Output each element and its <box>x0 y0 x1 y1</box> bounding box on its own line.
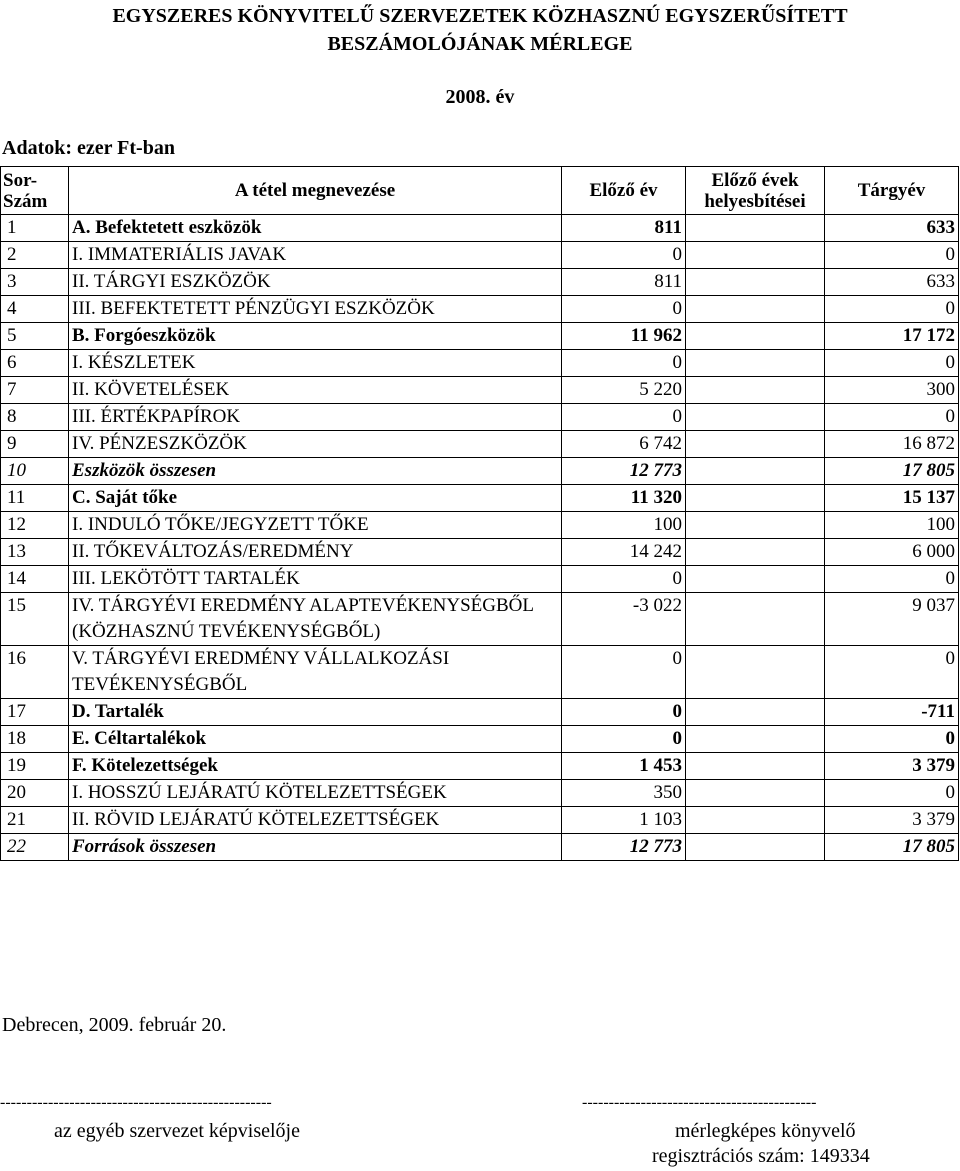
row-number: 6 <box>1 350 69 377</box>
row-current-year: 17 805 <box>825 458 959 485</box>
row-prev-year: 0 <box>562 646 686 699</box>
table-row <box>1 512 959 539</box>
row-name: II. TÁRGYI ESZKÖZÖK <box>69 269 562 296</box>
row-number: 8 <box>1 404 69 431</box>
row-name: II. RÖVID LEJÁRATÚ KÖTELEZETTSÉGEK <box>69 807 562 834</box>
row-corrections <box>686 215 825 242</box>
row-prev-year: 12 773 <box>562 834 686 861</box>
right-signature-caption: mérlegképes könyvelő <box>675 1120 856 1142</box>
row-corrections <box>686 753 825 780</box>
table-row <box>1 458 959 485</box>
document-title <box>0 2 960 58</box>
row-name: IV. TÁRGYÉVI EREDMÉNY ALAPTEVÉKENYSÉGBŐL (KÖZHASZNÚ TEVÉKENYSÉGBŐL) <box>69 593 562 646</box>
row-number: 22 <box>1 834 69 861</box>
row-number: 5 <box>1 323 69 350</box>
report-year: 2008. év <box>445 86 515 108</box>
header-curr: Tárgyév <box>825 167 959 215</box>
title-line-2: BESZÁMOLÓJÁNAK MÉRLEGE <box>327 33 633 55</box>
row-name: F. Kötelezettségek <box>69 753 562 780</box>
row-corrections <box>686 323 825 350</box>
header-name: A tétel megnevezése <box>69 167 562 215</box>
row-current-year: 3 379 <box>825 753 959 780</box>
row-name: III. ÉRTÉKPAPÍROK <box>69 404 562 431</box>
row-name: A. Befektetett eszközök <box>69 215 562 242</box>
row-name: D. Tartalék <box>69 699 562 726</box>
row-number: 10 <box>1 458 69 485</box>
row-corrections <box>686 485 825 512</box>
row-number: 2 <box>1 242 69 269</box>
row-number: 4 <box>1 296 69 323</box>
table-row <box>1 780 959 807</box>
registration-number: regisztrációs szám: 149334 <box>652 1145 870 1167</box>
row-number: 12 <box>1 512 69 539</box>
row-corrections <box>686 431 825 458</box>
row-current-year: 15 137 <box>825 485 959 512</box>
row-corrections <box>686 780 825 807</box>
row-prev-year: 350 <box>562 780 686 807</box>
row-name: I. HOSSZÚ LEJÁRATÚ KÖTELEZETTSÉGEK <box>69 780 562 807</box>
row-prev-year: 0 <box>562 350 686 377</box>
row-current-year: 633 <box>825 269 959 296</box>
row-prev-year: 11 962 <box>562 323 686 350</box>
table-row <box>1 646 959 699</box>
row-corrections <box>686 566 825 593</box>
row-name: Eszközök összesen <box>69 458 562 485</box>
units-note: Adatok: ezer Ft-ban <box>2 137 175 159</box>
row-number: 3 <box>1 269 69 296</box>
table-row <box>1 404 959 431</box>
row-current-year: 6 000 <box>825 539 959 566</box>
row-current-year: 0 <box>825 726 959 753</box>
row-name: I. INDULÓ TŐKE/JEGYZETT TŐKE <box>69 512 562 539</box>
row-name: IV. PÉNZESZKÖZÖK <box>69 431 562 458</box>
row-current-year: 100 <box>825 512 959 539</box>
row-current-year: 0 <box>825 646 959 699</box>
row-corrections <box>686 539 825 566</box>
row-current-year: 633 <box>825 215 959 242</box>
row-name: I. IMMATERIÁLIS JAVAK <box>69 242 562 269</box>
table-row <box>1 377 959 404</box>
table-row <box>1 834 959 861</box>
row-corrections <box>686 807 825 834</box>
row-prev-year: 0 <box>562 404 686 431</box>
table-row <box>1 296 959 323</box>
row-corrections <box>686 512 825 539</box>
row-prev-year: 100 <box>562 512 686 539</box>
row-prev-year: 811 <box>562 215 686 242</box>
header-corr: Előző évek helyesbítései <box>686 167 825 215</box>
balance-sheet-table <box>0 166 959 861</box>
table-row <box>1 726 959 753</box>
row-number: 13 <box>1 539 69 566</box>
row-name: I. KÉSZLETEK <box>69 350 562 377</box>
row-current-year: 0 <box>825 242 959 269</box>
row-number: 15 <box>1 593 69 646</box>
row-corrections <box>686 377 825 404</box>
table-row <box>1 539 959 566</box>
header-sor-line1: Sor- <box>3 169 38 191</box>
row-corrections <box>686 726 825 753</box>
row-corrections <box>686 593 825 646</box>
left-signature-line: --------------------------------------------------- <box>0 1094 272 1111</box>
table-row <box>1 350 959 377</box>
header-prev: Előző év <box>562 167 686 215</box>
table-row <box>1 431 959 458</box>
row-corrections <box>686 646 825 699</box>
row-corrections <box>686 458 825 485</box>
row-current-year: 0 <box>825 350 959 377</box>
row-corrections <box>686 269 825 296</box>
header-sor <box>1 167 69 215</box>
row-name: E. Céltartalékok <box>69 726 562 753</box>
row-prev-year: 0 <box>562 699 686 726</box>
row-corrections <box>686 404 825 431</box>
left-signature-caption: az egyéb szervezet képviselője <box>54 1120 300 1142</box>
table-row <box>1 593 959 646</box>
row-name: V. TÁRGYÉVI EREDMÉNY VÁLLALKOZÁSI TEVÉKENYSÉGBŐL <box>69 646 562 699</box>
row-prev-year: 1 103 <box>562 807 686 834</box>
row-corrections <box>686 834 825 861</box>
table-row <box>1 269 959 296</box>
table-row <box>1 807 959 834</box>
table-row <box>1 215 959 242</box>
table-row <box>1 242 959 269</box>
row-prev-year: 14 242 <box>562 539 686 566</box>
row-number: 18 <box>1 726 69 753</box>
row-name: Források összesen <box>69 834 562 861</box>
right-signature-line: -------------------------------------------- <box>582 1094 817 1111</box>
row-number: 19 <box>1 753 69 780</box>
row-prev-year: 5 220 <box>562 377 686 404</box>
row-current-year: 0 <box>825 296 959 323</box>
row-number: 17 <box>1 699 69 726</box>
row-prev-year: 1 453 <box>562 753 686 780</box>
row-corrections <box>686 296 825 323</box>
footer-date: Debrecen, 2009. február 20. <box>2 1014 227 1036</box>
row-prev-year: 0 <box>562 566 686 593</box>
row-number: 21 <box>1 807 69 834</box>
table-row <box>1 699 959 726</box>
row-number: 20 <box>1 780 69 807</box>
row-prev-year: 0 <box>562 726 686 753</box>
table-row <box>1 566 959 593</box>
row-current-year: 9 037 <box>825 593 959 646</box>
row-corrections <box>686 699 825 726</box>
row-number: 14 <box>1 566 69 593</box>
row-current-year: 300 <box>825 377 959 404</box>
row-prev-year: 11 320 <box>562 485 686 512</box>
row-name: II. TŐKEVÁLTOZÁS/EREDMÉNY <box>69 539 562 566</box>
row-current-year: 3 379 <box>825 807 959 834</box>
row-current-year: 0 <box>825 566 959 593</box>
table-row <box>1 753 959 780</box>
row-current-year: 0 <box>825 780 959 807</box>
table-row <box>1 485 959 512</box>
row-name: III. LEKÖTÖTT TARTALÉK <box>69 566 562 593</box>
row-prev-year: 0 <box>562 296 686 323</box>
header-sor-line2: Szám <box>3 190 48 212</box>
row-number: 16 <box>1 646 69 699</box>
row-name: B. Forgóeszközök <box>69 323 562 350</box>
row-prev-year: -3 022 <box>562 593 686 646</box>
row-current-year: 17 172 <box>825 323 959 350</box>
row-current-year: 17 805 <box>825 834 959 861</box>
row-number: 9 <box>1 431 69 458</box>
row-current-year: 0 <box>825 404 959 431</box>
row-corrections <box>686 242 825 269</box>
row-name: II. KÖVETELÉSEK <box>69 377 562 404</box>
row-number: 7 <box>1 377 69 404</box>
row-number: 1 <box>1 215 69 242</box>
row-name: III. BEFEKTETETT PÉNZÜGYI ESZKÖZÖK <box>69 296 562 323</box>
row-prev-year: 6 742 <box>562 431 686 458</box>
row-prev-year: 0 <box>562 242 686 269</box>
row-current-year: -711 <box>825 699 959 726</box>
row-number: 11 <box>1 485 69 512</box>
row-corrections <box>686 350 825 377</box>
row-prev-year: 811 <box>562 269 686 296</box>
title-line-1: EGYSZERES KÖNYVITELŰ SZERVEZETEK KÖZHASZNÚ EGYSZERŰSÍTETT <box>112 5 848 27</box>
table-row <box>1 323 959 350</box>
row-prev-year: 12 773 <box>562 458 686 485</box>
row-current-year: 16 872 <box>825 431 959 458</box>
row-name: C. Saját tőke <box>69 485 562 512</box>
